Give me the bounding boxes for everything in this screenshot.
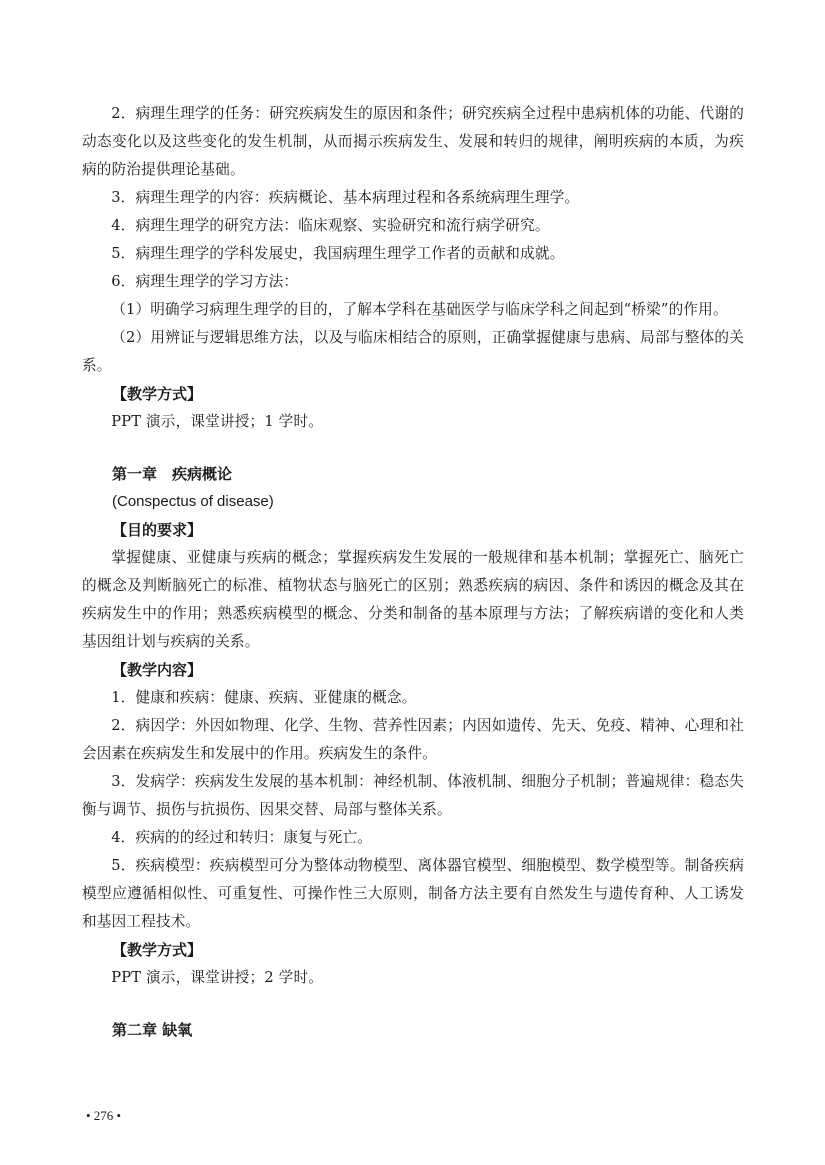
chapter-1-teaching-method-text: PPT 演示，课堂讲授；2 学时。 bbox=[111, 969, 324, 986]
content-item-5: 5．疾病模型：疾病模型可分为整体动物模型、离体器官模型、细胞模型、数学模型等。制备疾病模型应遵循相似性、可重复性、可操作性三大原则，制备方法主要有自然发生与遗传育种、人工诱发和基因工程技术。 bbox=[82, 857, 744, 930]
chapter-spacer bbox=[82, 992, 744, 1016]
chapter-1-teaching-method-heading: 【教学方式】 bbox=[112, 941, 203, 959]
objectives-text: 掌握健康、亚健康与疾病的概念；掌握疾病发生发展的一般规律和基本机制；掌握死亡、脑死亡的概念及判断脑死亡的标准、植物状态与脑死亡的区别；熟悉疾病的病因、条件和诱因的概念及其在疾病发生中的作用；熟悉疾病模型的概念、分类和制备的基本原理与方法；了解疾病谱的变化和人类基因组计划与疾病的关系。 bbox=[82, 549, 744, 650]
objectives-heading: 【目的要求】 bbox=[112, 521, 203, 539]
page-number: • 276 • bbox=[86, 1108, 122, 1123]
intro-item-5: 5．病理生理学的学科发展史，我国病理生理学工作者的贡献和成就。 bbox=[111, 245, 565, 262]
chapter-1-title: 第一章 疾病概论 bbox=[112, 465, 233, 483]
page-content bbox=[82, 100, 744, 1044]
teaching-method-heading: 【教学方式】 bbox=[112, 385, 203, 403]
chapter-1-english-title: (Conspectus of disease) bbox=[112, 493, 274, 510]
content-item-1: 1．健康和疾病：健康、疾病、亚健康的概念。 bbox=[111, 689, 417, 706]
intro-subitem-2: （2）用辨证与逻辑思维方法，以及与临床相结合的原则，正确掌握健康与患病、局部与整体的关系。 bbox=[82, 329, 744, 374]
intro-item-2: 2．病理生理学的任务：研究疾病发生的原因和条件；研究疾病全过程中患病机体的功能、代谢的动态变化以及这些变化的发生机制，从而揭示疾病发生、发展和转归的规律，阐明疾病的本质，为疾病的防治提供理论基础。 bbox=[82, 105, 744, 178]
content-heading: 【教学内容】 bbox=[112, 661, 203, 679]
content-item-2: 2．病因学：外因如物理、化学、生物、营养性因素；内因如遗传、先天、免疫、精神、心理和社会因素在疾病发生和发展中的作用。疾病发生的条件。 bbox=[82, 717, 744, 762]
intro-subitem-1: （1）明确学习病理生理学的目的，了解本学科在基础医学与临床学科之间起到“桥梁”的作用。 bbox=[111, 301, 728, 318]
content-item-4: 4．疾病的的经过和转归：康复与死亡。 bbox=[111, 829, 373, 846]
section-spacer bbox=[82, 436, 744, 460]
intro-item-3: 3．病理生理学的内容：疾病概论、基本病理过程和各系统病理生理学。 bbox=[111, 189, 580, 206]
intro-item-6: 6．病理生理学的学习方法： bbox=[111, 273, 299, 290]
content-item-3: 3．发病学：疾病发生发展的基本机制：神经机制、体液机制、细胞分子机制；普遍规律：稳态失衡与调节、损伤与抗损伤、因果交替、局部与整体关系。 bbox=[82, 773, 744, 818]
intro-item-4: 4．病理生理学的研究方法：临床观察、实验研究和流行病学研究。 bbox=[111, 217, 550, 234]
teaching-method-text: PPT 演示，课堂讲授；1 学时。 bbox=[111, 413, 324, 430]
chapter-2-title: 第二章 缺氧 bbox=[112, 1021, 193, 1039]
